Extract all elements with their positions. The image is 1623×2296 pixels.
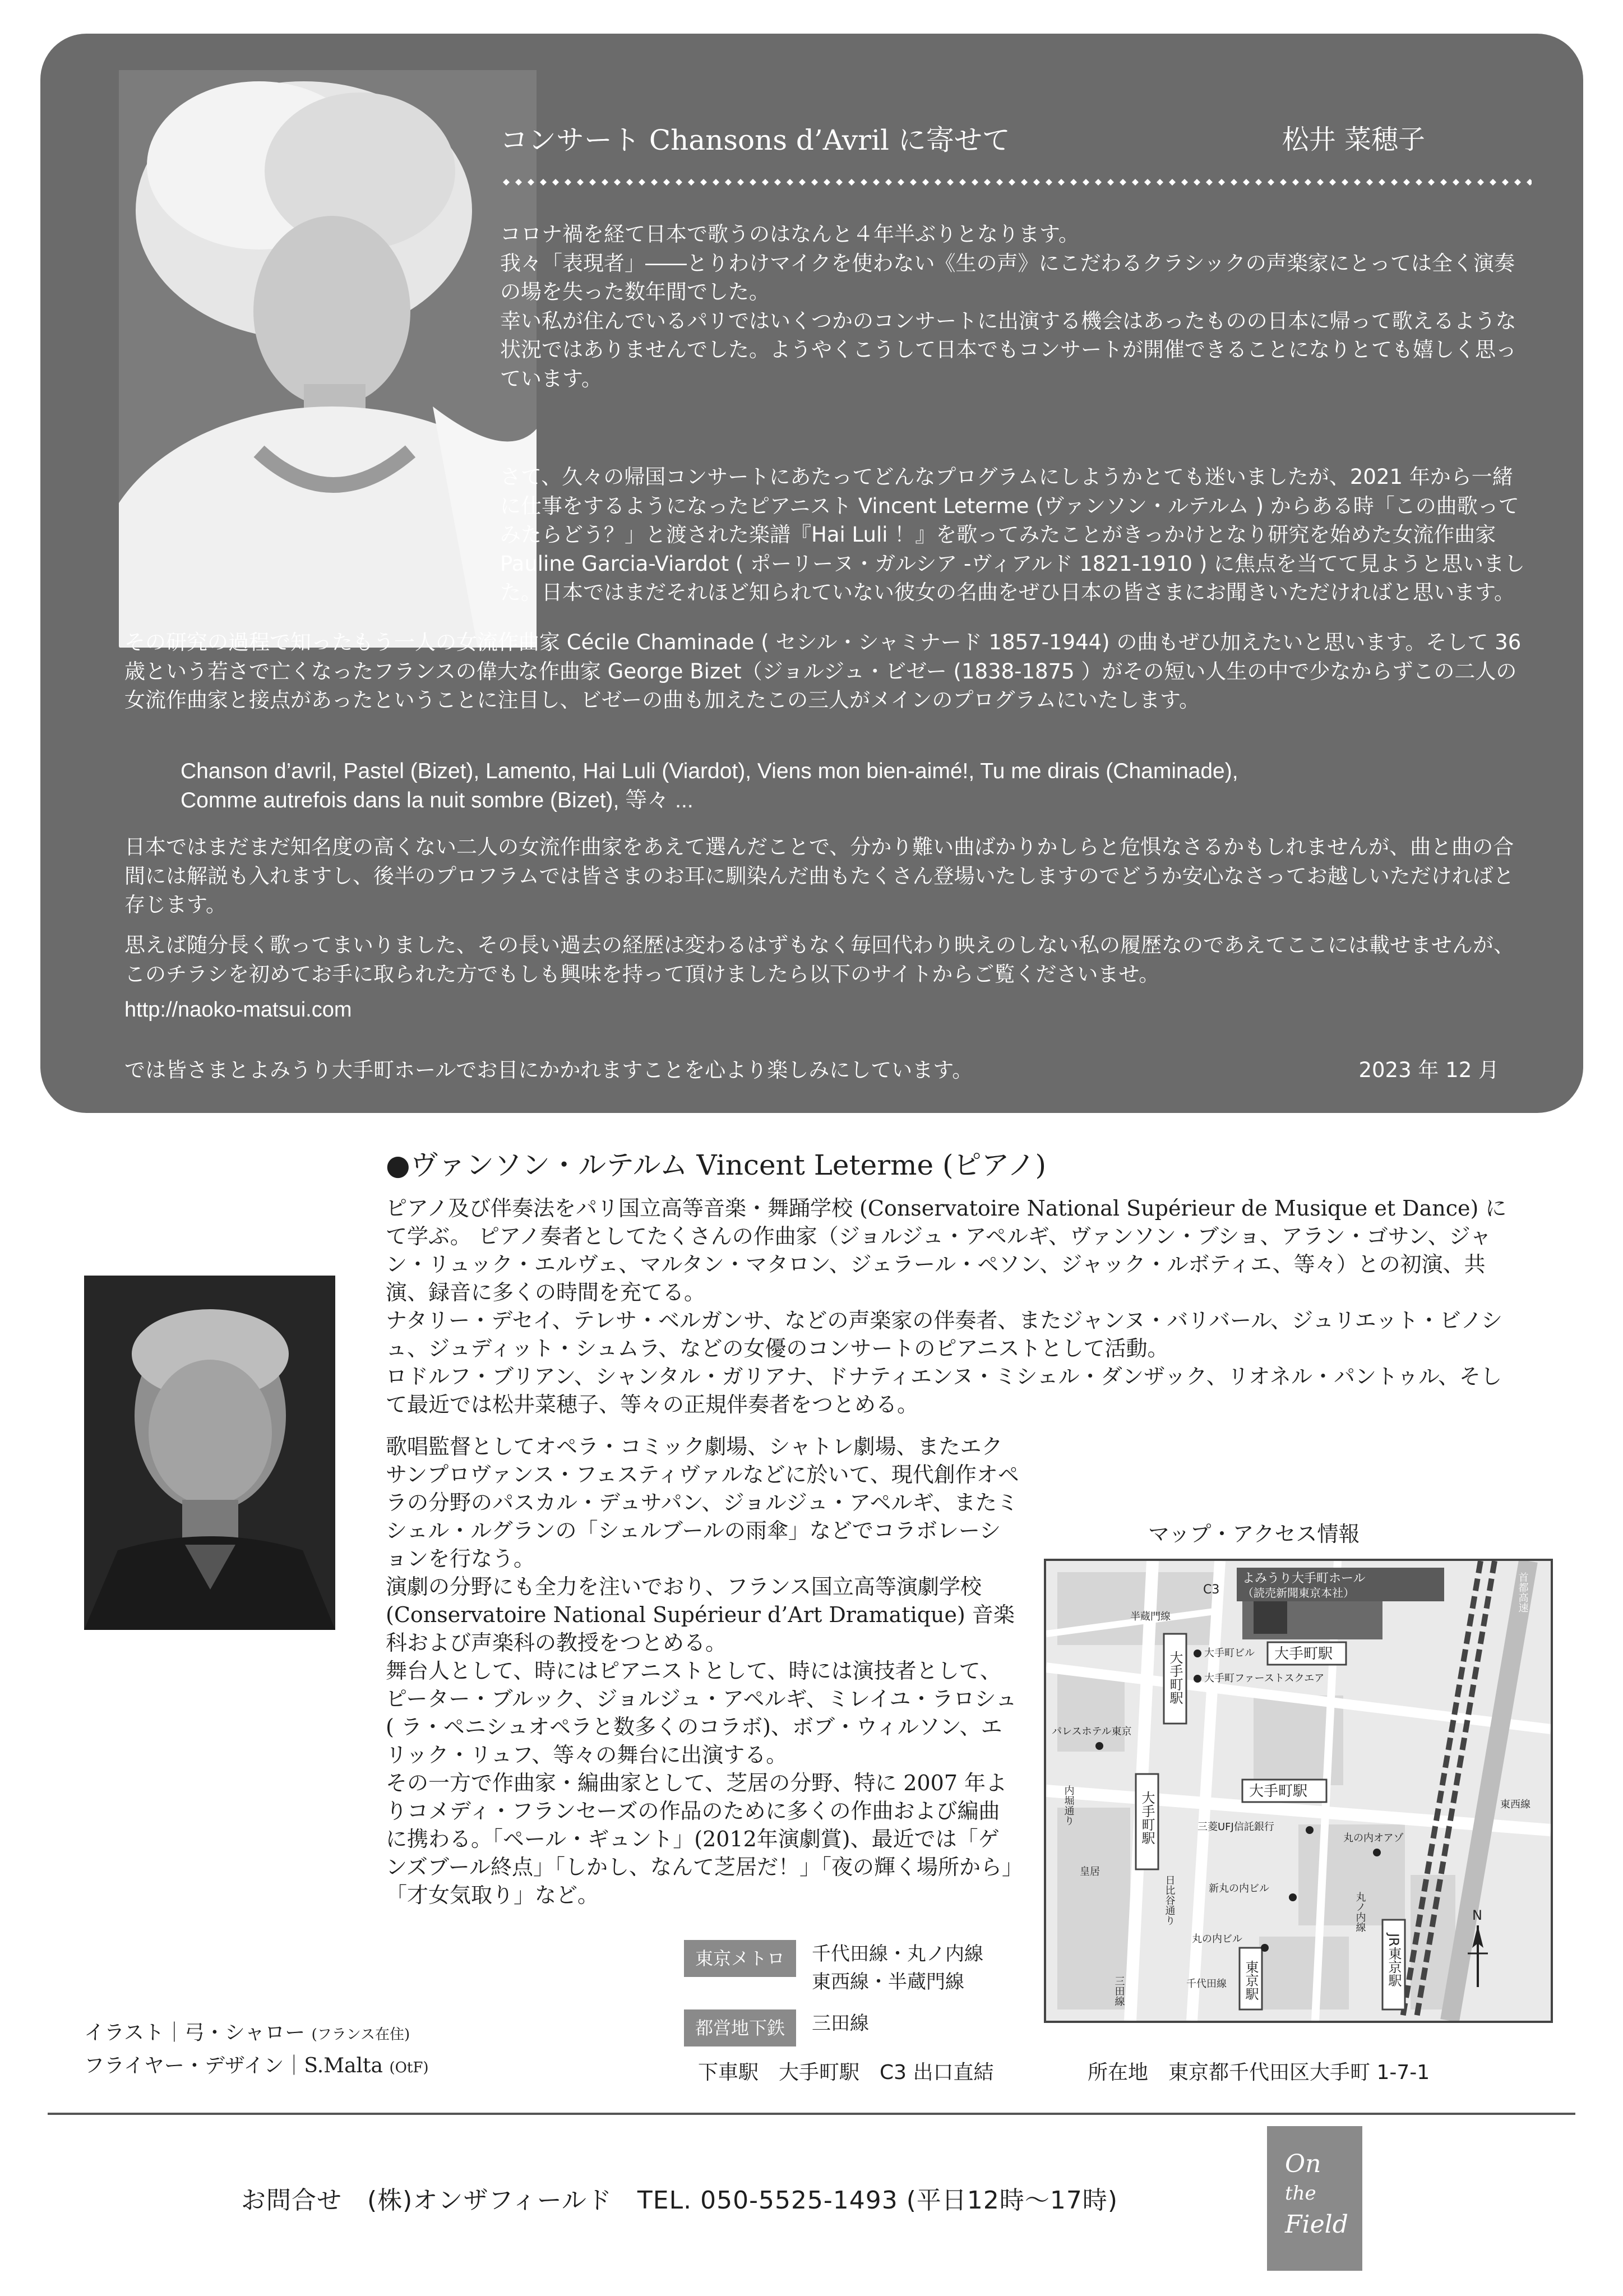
map-maru-line: 丸ノ内線 — [1354, 1892, 1366, 1932]
map-hall-label: よみうり大手町ホール — [1242, 1572, 1366, 1586]
toei-lines: 三田線 — [812, 2012, 870, 2035]
map-otemachi-vertical: 大手町駅 — [1167, 1651, 1183, 1704]
essay-paragraph-5: 思えば随分長く歌ってまいりました、その長い過去の経歴は変わるはずもなく毎回代わり映えのしない私の履歴なのであえてここには載せませんが、このチラシを初めてお手に取られた方でもしも興味を持って頂けましたら以下のサイトからご覧くださいませ。 — [124, 933, 1514, 986]
logo-text-on: On — [1285, 2150, 1321, 2178]
map-maru-building: 丸の内ビル — [1192, 1933, 1242, 1945]
pianist-bio-1: ピアノ及び伴奏法をパリ国立高等音楽・舞踊学校 (Conservatoire National Supérieur de Musique et Dance) にて学ぶ。 ピアノ奏者としてたくさんの作曲家（ジョルジュ・アペルギ、ヴァンソン・ブショ、アラン・ゴサン、ジャン・リュック・エルヴェ、マルタン・マタロン、ジェラール・ペソン、ジャック・ルボティエ、等々）との初演、共演、録音に多くの時間を充てる。 ナタリー・デセイ、テレサ・ベルガンサ、などの声楽家の伴奏者、またジャンヌ・バリバール、ジュリエット・ビノシュ、ジュディット・シュムラ、などの女優のコンサートのピアニストとして活動。 ロドルフ・ブリアン、シャンタル・ガリアナ、ドナティエンヌ・ミシェル・ダンザック、リオネル・パントゥル、そして最近では松井菜穂子、等々の正規伴奏者をつとめる。 — [386, 1196, 1507, 1417]
essay-title: コンサート Chansons d’Avril に寄せて — [500, 124, 1010, 156]
access-map[interactable] — [1044, 1559, 1553, 2023]
metro-lines-2: 東西線・半蔵門線 — [812, 1971, 965, 1993]
toei-tag: 都営地下鉄 — [684, 2009, 796, 2046]
map-tokyo-station: 東京駅 — [1243, 1960, 1259, 2001]
essay-paragraph-2: さて、久々の帰国コンサートにあたってどんなプログラムにしようかとても迷いましたが、2021 年から一緒に仕事をするようになったピアニスト Vincent Leterme (ヴァンソン・ルテルム ) からある時「この曲歌ってみたらどう？」と渡された楽譜『Hai Luli ！』を歌ってみたことがきっかけとなり研究を始めた女流作曲家 Pauline Garcia-Viardot ( ポーリーヌ・ガルシア -ヴィアルド 1821-1910 ) に焦点を当てて見ようと思いました。日本ではまだそれほど知られていない彼女の名曲をぜひ日本の皆さまにお聞きいただければと思います。 — [500, 465, 1525, 604]
map-chiyoda-line: 千代田線 — [1186, 1978, 1227, 1990]
map-uchibori: 内堀通り — [1062, 1785, 1075, 1826]
transit-info — [684, 1940, 1020, 2060]
map-exit-c3: C3 — [1203, 1583, 1220, 1597]
map-hall-sub: （読売新聞東京本社） — [1242, 1586, 1354, 1600]
singer-portrait-illustration — [119, 70, 537, 648]
essay-panel — [40, 34, 1583, 1113]
credit-illustration: イラスト｜弓・シャロー (フランス在住) — [84, 2021, 410, 2044]
contact-info: お問合せ (株)オンザフィールド TEL. 050-5525-1493 (平日12時〜17時) — [241, 2186, 1118, 2215]
metro-tag: 東京メトロ — [684, 1940, 796, 1977]
credit-design: フライヤー・デザイン｜S.Malta (OtF) — [84, 2054, 429, 2077]
logo-text-the: the — [1285, 2182, 1316, 2205]
essay-paragraph-3: その研究の過程で知ったもう一人の女流作曲家 Cécile Chaminade ( セシル・シャミナード 1857-1944) の曲もぜひ加えたいと思います。そして 36 歳という若さで亡くなったフランスの偉大な作曲家 George Bizet（ジョルジュ・ビゼー (1838-1875 ）がその短い人生の中で少なからずこの二人の女流作曲家と接点があったということに注目し、ビゼーの曲も加えたこの三人がメインのプログラムにいたします。 — [124, 630, 1522, 712]
map-mufg: 三菱UFJ信託銀行 — [1197, 1821, 1274, 1833]
map-mita-line: 三田線 — [1113, 1976, 1125, 2006]
map-hanzomon: 半蔵門線 — [1130, 1611, 1171, 1623]
essay-header — [500, 118, 1532, 163]
venue-address: 所在地 東京都千代田区大手町 1-7-1 — [1088, 2061, 1430, 2084]
pianist-heading: ●ヴァンソン・ルテルム Vincent Leterme (ピアノ) — [386, 1149, 1047, 1181]
hall-building — [1254, 1600, 1287, 1634]
pianist-photo — [84, 1276, 335, 1630]
transit-toei — [684, 2009, 1020, 2046]
map-palace-hotel: パレスホテル東京 — [1052, 1726, 1132, 1738]
transit-metro — [684, 1940, 1020, 1996]
map-marunouchi-oazo: 丸の内オアゾ — [1343, 1832, 1404, 1844]
map-drawing — [1046, 1561, 1551, 2021]
pianist-bio-2: 歌唱監督としてオペラ・コミック劇場、シャトレ劇場、またエクサンプロヴァンス・フェスティヴァルなどに於いて、現代創作オペラの分野のパスカル・デュサパン、ジョルジュ・アペルギ、またミシェル・ルグランの「シェルブールの雨傘」などでコラボレーションを行なう。 演劇の分野にも全力を注いでおり、フランス国立高等演劇学校 (Conservatoire National Supérieur d’Art Dramatique) 音楽科および声楽科の教授をつとめる。 舞台人として、時にはピアニストとして、時には演技者として、ピーター・ブルック、ジョルジュ・アペルギ、ミレイユ・ラロシュ( ラ・ペニシュオペラと数多くのコラボ)、ボブ・ウィルソン、エリック・リュフ、等々の舞台に出演する。 その一方で作曲家・編曲家として、芝居の分野、特に 2007 年よりコメディ・フランセーズの作品のために多くの作曲および編曲に携わる。「ペール・ギュント」(2012年演劇賞)、最近では「ゲンズブール終点」「しかし、なんて芝居だ！」「夜の輝く場所から」「才女気取り」など。 — [386, 1434, 1019, 1907]
map-kokyo: 皇居 — [1080, 1866, 1100, 1878]
station-info: 下車駅 大手町駅 C3 出口直結 — [698, 2061, 994, 2084]
map-otemachi-station-2: 大手町駅 — [1249, 1783, 1308, 1800]
essay-paragraph-1: コロナ禍を経て日本で歌うのはなんと４年半ぶりとなります。 我々「表現者」――とりわけマイクを使わない《生の声》にこだわるクラシックの声楽家にとっては全く演奏の場を失った数年間でした。 幸い私が住んでいるパリではいくつかのコンサートに出演する機会はあったものの日本に帰って歌えるような状況ではありませんでした。ようやくこうして日本でもコンサートが開催できることになりとても嬉しく思っています。 — [500, 222, 1516, 391]
essay-author: 松井 菜穂子 — [1282, 124, 1425, 155]
program-works: Chanson d’avril, Pastel (Bizet), Lamento, Hai Luli (Viardot), Viens mon bien-aimé!, Tu me dirais (Chaminade), Comme autrefois dans la nuit sombre (Bizet), 等々 ... — [181, 759, 1238, 812]
on-the-field-logo — [1267, 2126, 1362, 2271]
credits — [84, 2017, 429, 2084]
map-first-square: 大手町ファーストスクエア — [1204, 1673, 1325, 1684]
logo-text-field: Field — [1285, 2210, 1348, 2239]
map-hibiya: 日比谷通り — [1163, 1875, 1176, 1925]
footer-divider — [48, 2113, 1575, 2115]
map-north-label: N — [1472, 1907, 1482, 1923]
map-new-maru: 新丸の内ビル — [1209, 1883, 1269, 1895]
pianist-portrait-illustration — [84, 1276, 335, 1630]
decorative-rule — [500, 178, 1532, 186]
map-otemachi-building: 大手町ビル — [1204, 1647, 1255, 1659]
essay-date: 2023 年 12 月 — [1358, 1058, 1499, 1082]
map-otemachi-vertical-2: 大手町駅 — [1139, 1791, 1155, 1845]
essay-closing: では皆さまとよみうり大手町ホールでお目にかかれますことを心より楽しみにしています。 — [124, 1058, 973, 1082]
singer-photo — [119, 70, 537, 648]
map-label: マップ・アクセス情報 — [1148, 1522, 1360, 1546]
map-jr-tokyo: JR東京駅 — [1386, 1933, 1402, 1987]
essay-paragraph-4: 日本ではまだまだ知名度の高くない二人の女流作曲家をあえて選んだことで、分かり難い曲ばかりかしらと危惧なさるかもしれませんが、曲と曲の合間には解説も入れますし、後半のプロフラムでは皆さまのお耳に馴染んだ曲もたくさん登場いたしますのでどうか安心なさってお越しいただければと存じます。 — [124, 835, 1514, 917]
website-link[interactable]: http://naoko-matsui.com — [124, 998, 352, 1022]
map-tozai-line: 東西線 — [1500, 1799, 1530, 1810]
metro-lines-1: 千代田線・丸ノ内線 — [812, 1943, 984, 1965]
map-otemachi-station: 大手町駅 — [1274, 1646, 1333, 1662]
map-expressway-label: 首都高速 — [1516, 1572, 1529, 1613]
